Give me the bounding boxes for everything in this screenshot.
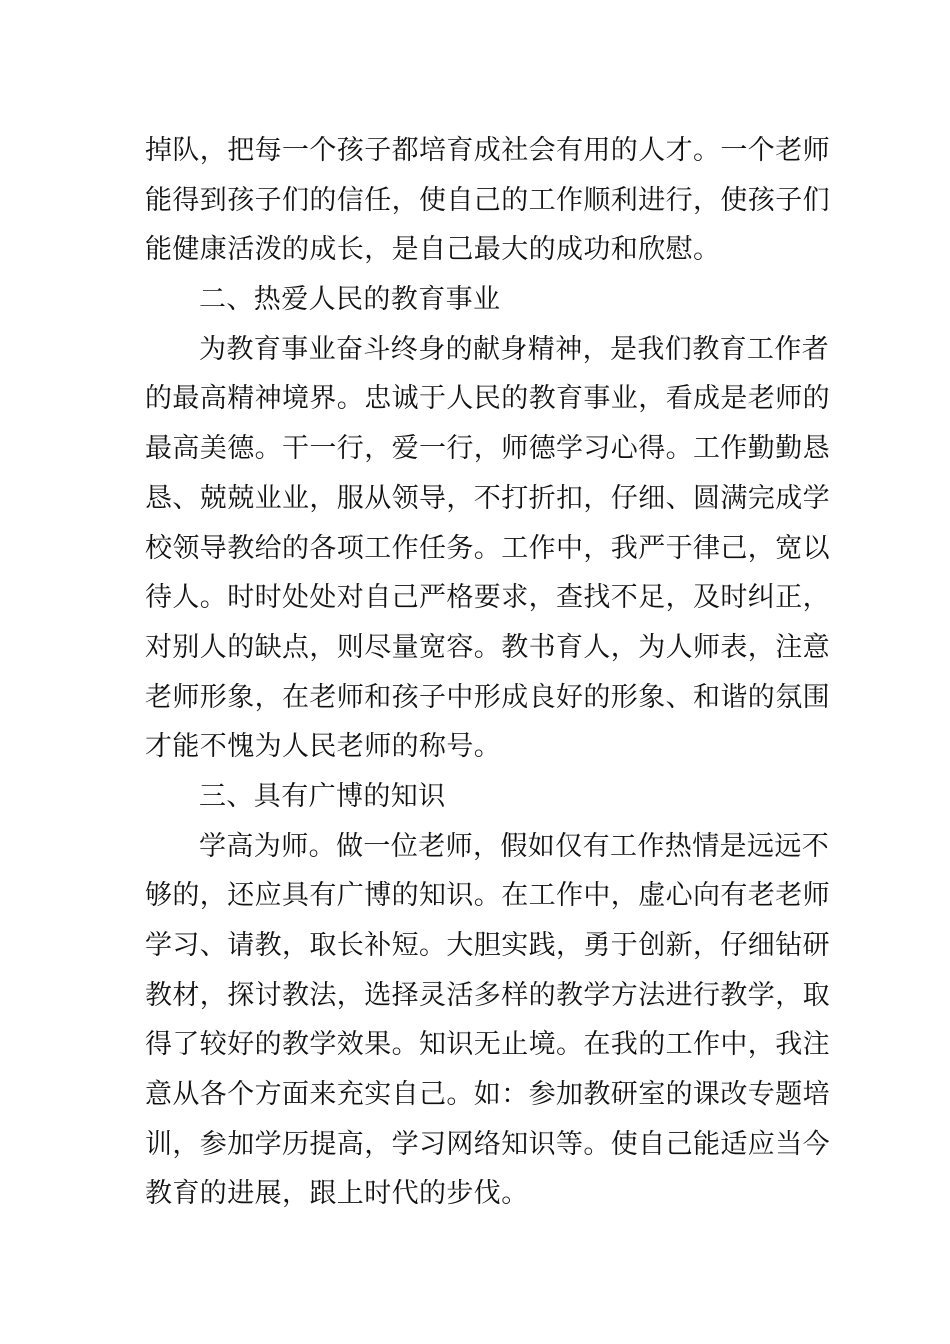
text-line: 教材，探讨教法，选择灵活多样的教学方法进行教学，取 (145, 979, 830, 1011)
text-line: 对别人的缺点，则尽量宽容。教书育人，为人师表，注意 (145, 631, 830, 663)
section-heading: 二、热爱人民的教育事业 (199, 284, 501, 316)
text-line: 学习、请教，取长补短。大胆实践，勇于创新，仔细钻研 (145, 930, 830, 961)
text-line: 得了较好的教学效果。知识无止境。在我的工作中，我注 (145, 1029, 830, 1061)
text-line: 够的，还应具有广博的知识。在工作中，虚心向有老老师 (145, 880, 830, 912)
section-heading: 三、具有广博的知识 (199, 780, 446, 812)
document-body (145, 126, 830, 1219)
text-line: 恳、兢兢业业，服从领导，不打折扣，仔细、圆满完成学 (145, 482, 830, 514)
text-line: 的最高精神境界。忠诚于人民的教育事业，看成是老师的 (145, 383, 830, 415)
text-line: 掉队，把每一个孩子都培育成社会有用的人才。一个老师 (145, 135, 830, 166)
text-line: 校领导教给的各项工作任务。工作中，我严于律己，宽以 (145, 532, 830, 564)
text-line: 待人。时时处处对自己严格要求，查找不足，及时纠正， (145, 582, 830, 614)
text-line: 教育的进展，跟上时代的步伐。 (145, 1178, 529, 1210)
text-line: 才能不愧为人民老师的称号。 (145, 731, 502, 763)
text-line: 训，参加学历提高，学习网络知识等。使自己能适应当今 (145, 1128, 830, 1160)
text-line: 老师形象，在老师和孩子中形成良好的形象、和谐的氛围 (145, 681, 830, 713)
text-line: 意从各个方面来充实自己。如：参加教研室的课改专题培 (145, 1079, 830, 1111)
text-line: 为教育事业奋斗终身的献身精神，是我们教育工作者 (199, 333, 830, 365)
text-line: 能健康活泼的成长，是自己最大的成功和欣慰。 (145, 234, 721, 266)
text-line: 能得到孩子们的信任，使自己的工作顺利进行，使孩子们 (145, 184, 830, 216)
text-line: 学高为师。做一位老师，假如仅有工作热情是远远不 (199, 830, 830, 862)
text-line: 最高美德。干一行，爱一行，师德学习心得。工作勤勤恳 (145, 433, 830, 465)
